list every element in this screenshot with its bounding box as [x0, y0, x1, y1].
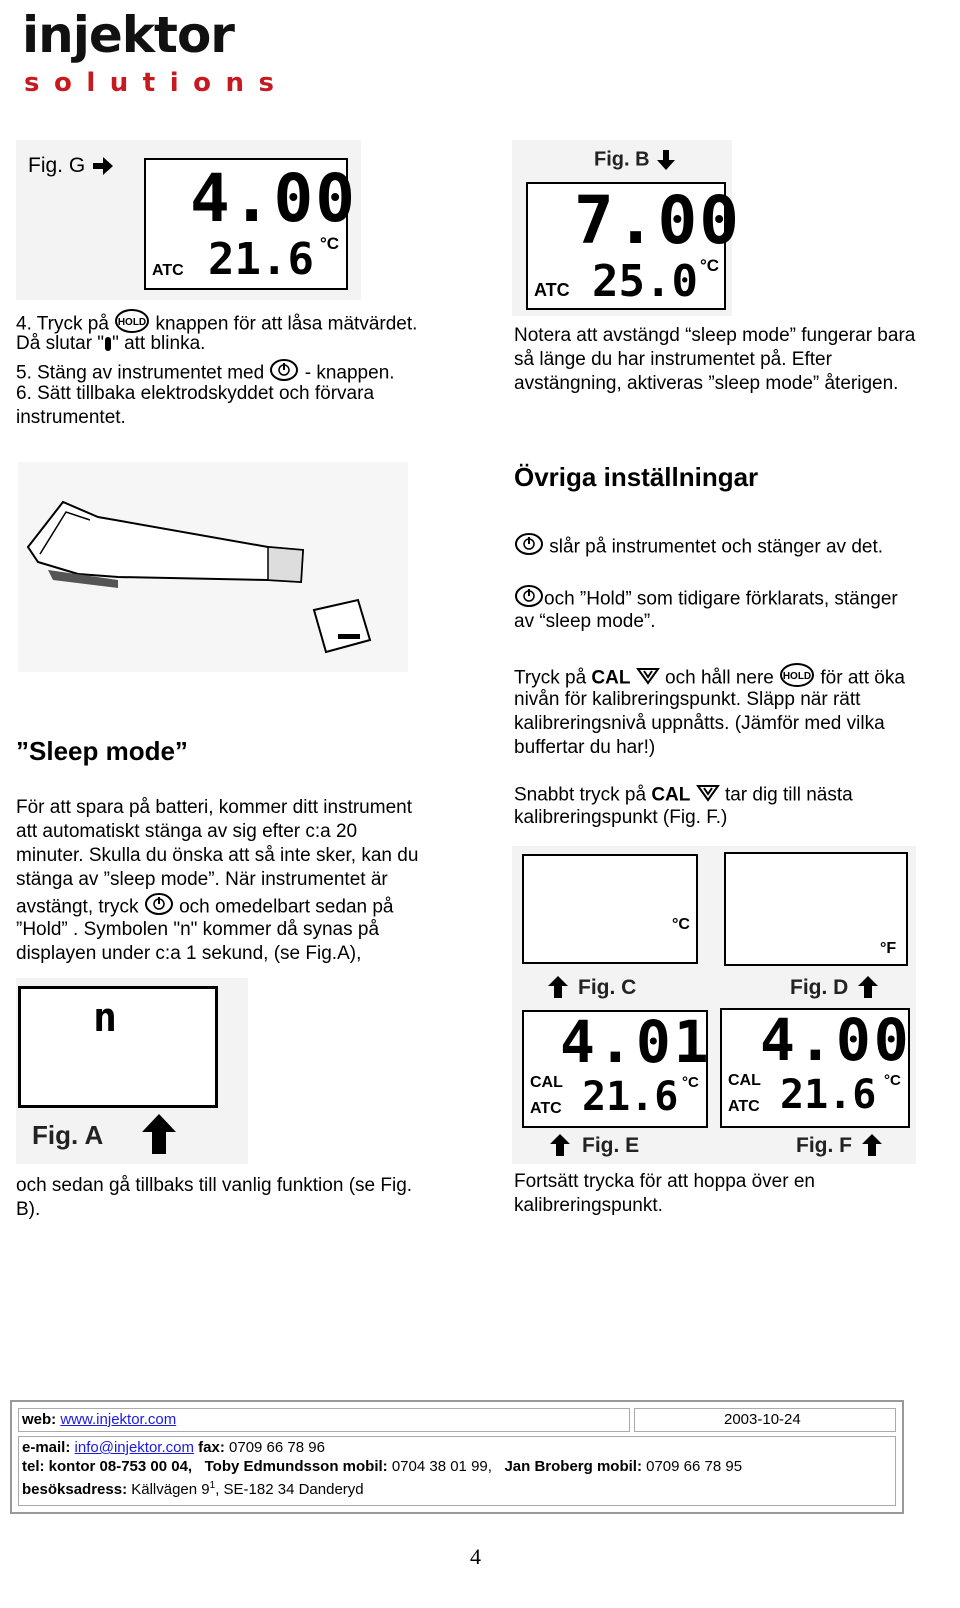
sleep-mode-heading: ”Sleep mode” — [16, 736, 188, 766]
fig-g-caption: Fig. G — [28, 154, 115, 178]
other-settings-p2-cont: av “sleep mode”. — [514, 611, 656, 632]
other-settings-heading: Övriga inställningar — [514, 462, 759, 492]
fig-f-atc: ATC — [728, 1098, 760, 1115]
footer-date: 2003-10-24 — [724, 1411, 801, 1428]
fig-f-unit: °C — [884, 1072, 901, 1089]
fig-d-unit: °F — [880, 940, 897, 957]
arrow-up-icon — [860, 1132, 884, 1158]
fig-d-display — [724, 852, 908, 966]
fig-a-caption: Fig. A — [32, 1120, 104, 1150]
fig-b-caption: Fig. B — [594, 148, 677, 172]
fig-b-unit: °C — [700, 256, 720, 275]
other-settings-p2: och ”Hold” som tidigare förklarats, stänger — [514, 584, 898, 615]
power-button-icon — [514, 532, 544, 563]
cal-p1-line-1: Tryck på CAL och håll nere HOLD för att öka — [514, 662, 905, 695]
fig-c-caption: Fig. C — [578, 976, 637, 999]
cal-p2-line-1: Snabbt tryck på CAL tar dig till nästa — [514, 782, 853, 809]
continue-line-1: Fortsätt trycka för att hoppa över en — [514, 1171, 815, 1192]
step-6-cont: instrumentet. — [16, 407, 126, 428]
cal-p1-line-2: nivån för kalibreringspunkt. Släpp när rätt — [514, 689, 861, 710]
after-fig-a-line-2: B). — [16, 1199, 41, 1220]
fig-c-unit: °C — [672, 916, 690, 933]
fig-a-display — [18, 986, 218, 1108]
fig-b-temp: 25.0 — [592, 256, 698, 307]
cal-button-icon — [696, 782, 720, 809]
logo-wordmark: injektor — [22, 6, 234, 64]
sleep-mode-line-1: För att spara på batteri, kommer ditt instrument — [16, 797, 412, 818]
cal-p1-line-4: buffertar du har!) — [514, 737, 656, 758]
sleep-mode-line-3: minuter. Skulla du önska att så inte sker, kan du — [16, 845, 419, 866]
cal-p1-line-3: kalibreringsnivå uppnåtts. (Jämför med vilka — [514, 713, 885, 734]
arrow-up-icon — [856, 974, 880, 1000]
fig-b-display — [526, 182, 741, 310]
sleep-mode-line-2: att automatiskt stänga av sig efter c:a 20 — [16, 821, 358, 842]
fig-e-atc: ATC — [530, 1100, 562, 1117]
sleep-mode-line-7: displayen under c:a 1 sekund, (se Fig.A), — [16, 943, 362, 964]
svg-text:HOLD: HOLD — [118, 317, 147, 328]
fig-e-value: 4.01 — [560, 1008, 712, 1076]
step-4-cont: Då slutar " " att blinka. — [16, 333, 206, 354]
cal-p2-line-2: kalibreringspunkt (Fig. F.) — [514, 807, 728, 828]
footer — [10, 1400, 904, 1514]
fig-g-display — [144, 158, 357, 290]
web-link[interactable]: www.injektor.com — [60, 1411, 177, 1428]
fig-g-temp: 21.6 — [208, 234, 314, 285]
sleep-note-line-1: Notera att avstängd “sleep mode” fungerar bara — [514, 325, 916, 346]
other-settings-p1: slår på instrumentet och stänger av det. — [514, 532, 883, 563]
fig-e-unit: °C — [682, 1074, 699, 1091]
fig-e-caption: Fig. E — [582, 1134, 640, 1157]
email-link[interactable]: info@injektor.com — [74, 1439, 194, 1456]
svg-text:HOLD: HOLD — [782, 671, 812, 682]
fig-c-display — [522, 854, 698, 964]
arrow-up-icon — [140, 1112, 178, 1156]
ph-meter-illustration — [18, 462, 408, 672]
fig-d-caption: Fig. D — [790, 976, 849, 999]
footer-address: besöksadress: Källvägen $9^1$, SE-182 34 Danderyd — [22, 1480, 364, 1498]
step-4: 4. Tryck på HOLD knappen för att låsa mätvärdet. — [16, 308, 417, 341]
page-number: 4 — [470, 1544, 481, 1569]
footer-web: web: www.injektor.com — [22, 1411, 177, 1428]
fig-f-cal: CAL — [728, 1072, 761, 1089]
sleep-mode-line-5: avstängt, tryck och omedelbart sedan på — [16, 892, 394, 923]
fig-e-display — [522, 1008, 712, 1128]
sleep-note-line-2: så länge du har instrumentet på. Efter — [514, 349, 832, 370]
fig-f-value: 4.00 — [760, 1006, 912, 1074]
step-5: 5. Stäng av instrumentet med - knappen. — [16, 358, 395, 389]
footer-tel: tel: kontor 08-753 00 04, Toby Edmundsson mobil: 0704 38 01 99, Jan Broberg mobil: 0709 66 78 95 — [22, 1458, 743, 1475]
sleep-mode-line-4: stänga av ”sleep mode”. När instrumentet är — [16, 869, 388, 890]
arrow-right-icon — [91, 155, 115, 177]
sleep-note-line-3: avstängning, aktiveras ”sleep mode” återigen. — [514, 373, 899, 394]
fig-e-temp: 21.6 — [582, 1074, 679, 1120]
fig-f-temp: 21.6 — [780, 1072, 877, 1118]
arrow-up-icon — [548, 1132, 572, 1158]
fig-f-display — [720, 1008, 910, 1128]
fig-g-atc: ATC — [152, 262, 184, 279]
fig-g-unit: °C — [320, 234, 340, 253]
blink-dot-icon — [104, 336, 112, 352]
fig-a-symbol: n — [93, 995, 118, 1041]
footer-email: e-mail: info@injektor.com fax: 0709 66 78 96 — [22, 1439, 325, 1456]
step-6: 6. Sätt tillbaka elektrodskyddet och förvara — [16, 383, 375, 404]
fig-b-value: 7.00 — [574, 182, 741, 259]
fig-e-cal: CAL — [530, 1074, 563, 1091]
arrow-down-icon — [655, 148, 677, 172]
fig-f-caption: Fig. F — [796, 1134, 852, 1157]
after-fig-a-line-1: och sedan gå tillbaks till vanlig funktion (se Fig. — [16, 1175, 413, 1196]
logo-subtitle: solutions — [24, 68, 289, 98]
sleep-mode-line-6: ”Hold” . Symbolen "n" kommer då synas på — [16, 919, 380, 940]
arrow-up-icon — [546, 974, 570, 1000]
continue-line-2: kalibreringspunkt. — [514, 1195, 663, 1216]
fig-b-atc: ATC — [534, 280, 570, 300]
fig-g-value: 4.00 — [190, 160, 357, 237]
